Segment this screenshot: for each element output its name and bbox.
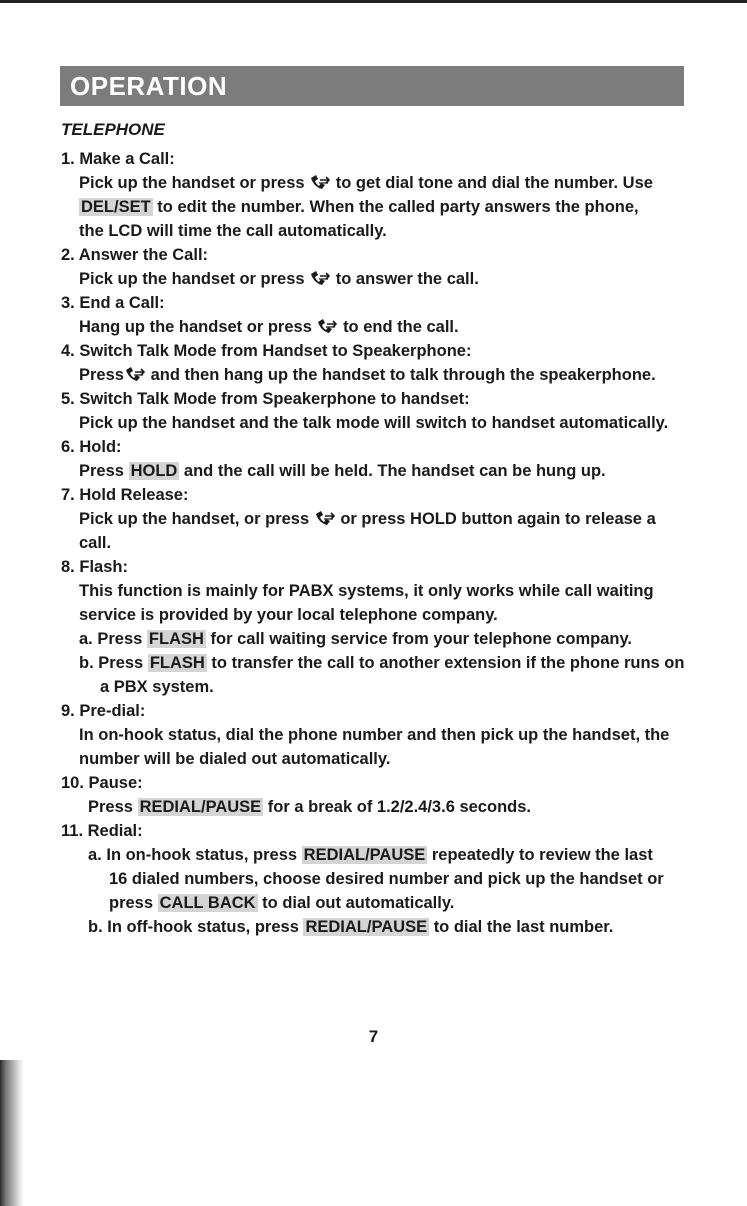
text-span: to get dial tone and dial the number. Use [335, 174, 653, 192]
text-span: Pick up the handset or press [79, 270, 305, 288]
item-heading: Redial: [87, 822, 143, 840]
hold-key: HOLD [130, 462, 178, 480]
list-item [61, 387, 711, 435]
item-body [79, 363, 711, 387]
section-banner [60, 66, 684, 106]
text-span: Press [88, 798, 133, 816]
text-span: press [109, 894, 154, 912]
sub-item-label: a. [88, 846, 102, 864]
text-span: Pick up the handset or press [79, 174, 305, 192]
item-number: 7. [61, 486, 75, 504]
sub-item [79, 651, 711, 675]
text-span: for call waiting service from your telephone company. [210, 630, 632, 648]
text-span: In off-hook status, press [107, 918, 299, 936]
sub-item-label: b. [88, 918, 103, 936]
text-span: call. [79, 534, 112, 552]
item-body [79, 579, 711, 627]
item-number: 11. [61, 822, 84, 840]
list-item [61, 147, 711, 243]
operation-content [61, 120, 711, 939]
list-item [61, 243, 711, 291]
text-span: This function is mainly for PABX systems, it only works while call waiting [79, 582, 654, 600]
item-heading: Switch Talk Mode from Speakerphone to handset: [79, 390, 470, 408]
phone-handset-arrow-icon [314, 510, 336, 526]
call-back-key: CALL BACK [159, 894, 256, 912]
item-number: 10. [61, 774, 84, 792]
scan-edge-shadow [0, 1060, 24, 1206]
text-span: and then hang up the handset to talk through the speakerphone. [150, 366, 656, 384]
list-item [61, 819, 711, 939]
sub-item-continuation [109, 867, 711, 915]
sub-item-continuation: a PBX system. [100, 678, 214, 696]
sub-list [88, 843, 711, 939]
item-heading: Switch Talk Mode from Handset to Speakerphone: [79, 342, 472, 360]
item-body [79, 723, 711, 771]
sub-item-label: b. [79, 654, 94, 672]
phone-handset-arrow-icon [124, 366, 146, 382]
text-span: to answer the call. [335, 270, 479, 288]
sub-list [79, 627, 711, 699]
text-span: Press [98, 654, 144, 672]
banner-title: OPERATION [70, 71, 228, 101]
item-heading: Pause: [88, 774, 143, 792]
item-number: 2. [61, 246, 75, 264]
item-number: 9. [61, 702, 75, 720]
list-item [61, 699, 711, 771]
text-span: to edit the number. When the called party answers the phone, [157, 198, 639, 216]
text-span: Pick up the handset, or press [79, 510, 310, 528]
phone-handset-arrow-icon [309, 270, 331, 286]
text-span: and the call will be held. The handset can be hung up. [183, 462, 606, 480]
item-heading: Answer the Call: [78, 246, 209, 264]
item-heading: Flash: [79, 558, 128, 576]
item-heading: Hold Release: [79, 486, 189, 504]
sub-item [79, 627, 711, 651]
item-number: 8. [61, 558, 75, 576]
item-body [88, 795, 711, 819]
sub-item [88, 843, 711, 867]
list-item [61, 435, 711, 483]
sub-item-label: a. [79, 630, 93, 648]
list-item [61, 771, 711, 819]
list-item [61, 291, 711, 339]
text-span: to dial the last number. [433, 918, 614, 936]
text-span: for a break of 1.2/2.4/3.6 seconds. [267, 798, 531, 816]
item-body [79, 411, 711, 435]
text-span: In on-hook status, press [106, 846, 298, 864]
item-body [79, 267, 711, 291]
item-heading: Pre-dial: [79, 702, 146, 720]
list-item [61, 339, 711, 387]
text-span: service is provided by your local telephone company. [79, 606, 498, 624]
item-heading: End a Call: [79, 294, 165, 312]
text-span: Press [79, 366, 124, 384]
list-item [61, 555, 711, 699]
phone-handset-arrow-icon [316, 318, 338, 334]
redial-pause-key: REDIAL/PAUSE [305, 918, 428, 936]
redial-pause-key: REDIAL/PAUSE [303, 846, 426, 864]
page-number: 7 [368, 1027, 379, 1046]
list-item [61, 483, 711, 555]
text-span: the LCD will time the call automatically. [79, 222, 387, 240]
item-body [79, 507, 711, 555]
del-set-key: DEL/SET [81, 198, 151, 216]
item-number: 5. [61, 390, 75, 408]
text-span: Press [79, 462, 124, 480]
item-heading: Make a Call: [79, 150, 175, 168]
item-body [79, 171, 711, 243]
text-span: Hang up the handset or press [79, 318, 312, 336]
flash-key: FLASH [149, 654, 205, 672]
text-span: number will be dialed out automatically. [79, 750, 391, 768]
top-rule [0, 0, 747, 3]
flash-key: FLASH [148, 630, 204, 648]
text-span: or press HOLD button again to release a [340, 510, 656, 528]
item-body [79, 315, 711, 339]
item-number: 6. [61, 438, 75, 456]
item-number: 4. [61, 342, 75, 360]
phone-handset-arrow-icon [309, 174, 331, 190]
sub-item [88, 915, 711, 939]
text-span: 16 dialed numbers, choose desired number and pick up the handset or [109, 870, 664, 888]
redial-pause-key: REDIAL/PAUSE [139, 798, 262, 816]
text-span: to end the call. [343, 318, 459, 336]
item-number: 3. [61, 294, 75, 312]
item-number: 1. [61, 150, 75, 168]
text-span: Pick up the handset and the talk mode will switch to handset automatically. [79, 414, 669, 432]
text-span: Press [97, 630, 143, 648]
text-span: to transfer the call to another extension if the phone runs on [211, 654, 685, 672]
item-body [79, 459, 711, 483]
text-span: to dial out automatically. [262, 894, 455, 912]
text-span: repeatedly to review the last [431, 846, 653, 864]
section-title: TELEPHONE [61, 120, 165, 139]
text-span: In on-hook status, dial the phone number and then pick up the handset, the [79, 726, 670, 744]
item-heading: Hold: [79, 438, 122, 456]
